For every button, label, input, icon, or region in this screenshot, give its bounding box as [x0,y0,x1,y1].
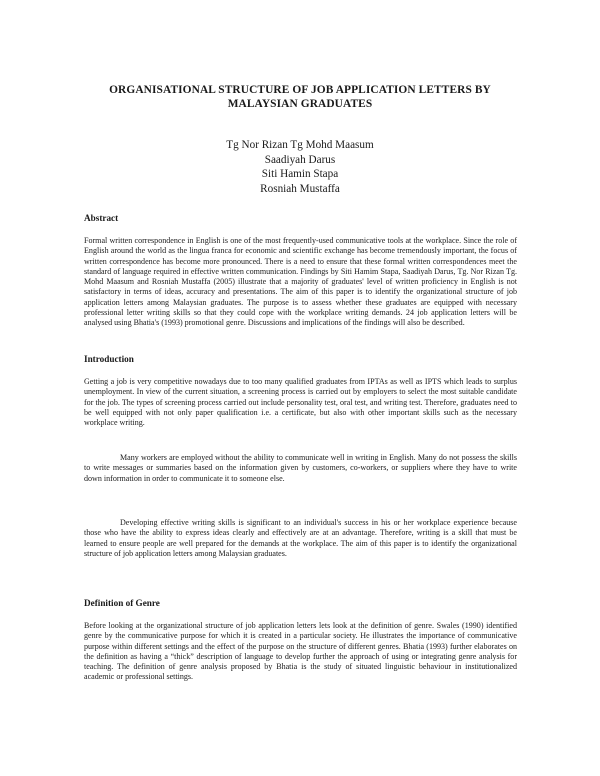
author-name: Rosniah Mustaffa [260,183,340,196]
paper-title: ORGANISATIONAL STRUCTURE OF JOB APPLICATION LETTERS BY MALAYSIAN GRADUATES [109,84,491,110]
author-list [150,138,450,197]
genre-text: Before looking at the organizational structure of job application letters lets look at the definition of genre. Swales (1990) identified genre by the communicative purpose for which it is created in a particular society. He illustrates the importance of communicative purpose within different settings and the effect of the purpose on the structure of different genres. Bhatia (1993) further elaborates on the definition as having a “thick” description of language to develop further the approach of using or integrating genre analysis for teaching. The definition of genre analysis proposed by Bhatia is the study of situated linguistic behaviour in institutionalized academic or professional settings. [84,621,517,682]
introduction-paragraph-3: Developing effective writing skills is significant to an individual's success in his or her workplace experience because those who have the ability to express ideas clearly and effectively are at an advantage. Therefore, writing is a skill that must be learned to ensure people are well prepared for the demands at the workplace. The aim of this paper is to identify the organizational structure of job application letters among Malaysian graduates. [84,518,517,558]
introduction-paragraph-1: Getting a job is very competitive nowadays due to too many qualified graduates from IPTAs as well as IPTS which leads to surplus unemployment. In view of the current situation, a screening process is carried out by employers to select the most suitable candidate for the job. The types of screening process carried out include personality test, oral test, and writing test. Therefore, graduates need to be well equipped with not only paper qualification i.e. a certificate, but also with other important skills such as the necessary workplace writing. [84,377,517,428]
introduction-paragraph-2: Many workers are employed without the ability to communicate well in writing in English. Many do not possess the skills to write messages or summaries based on the information given by customers, co-workers, or suppliers where they have to write down information in order to communicate it to someone else. [84,453,517,483]
genre-heading: Definition of Genre [84,598,160,608]
introduction-heading: Introduction [84,354,134,364]
author-name: Siti Hamin Stapa [261,168,339,181]
abstract-heading: Abstract [84,213,119,223]
author-name: Tg Nor Rizan Tg Mohd Maasum [226,139,374,151]
abstract-text: Formal written correspondence in English is one of the most frequently-used communicative tools at the workplace. Since the role of English around the world as the lingua franca for economic and scientific exchange has become tremendously important, the focus of written correspondence has become more pronounced. There is a need to ensure that these formal written correspondences meet the standard of language required in effective written communication. Findings by Siti Hamim Stapa, Saadiyah Darus, Tg. Nor Rizan Tg. Mohd Maasum and Rosniah Mustaffa (2005) illustrate that a majority of graduates' level of written proficiency in English is not satisfactory in terms of ideas, accuracy and presentations. The aim of this paper is to identify the organizational structure of job application letters among Malaysian graduates. The purpose is to assess whether these graduates are equipped with necessary professional letter writing skills so that they could cope with the workplace writing demands. 24 job application letters will be analysed using Bhatia's (1993) promotional genre. Discussions and implications of the findings will also be described. [84,236,517,328]
author-name: Saadiyah Darus [264,153,336,166]
